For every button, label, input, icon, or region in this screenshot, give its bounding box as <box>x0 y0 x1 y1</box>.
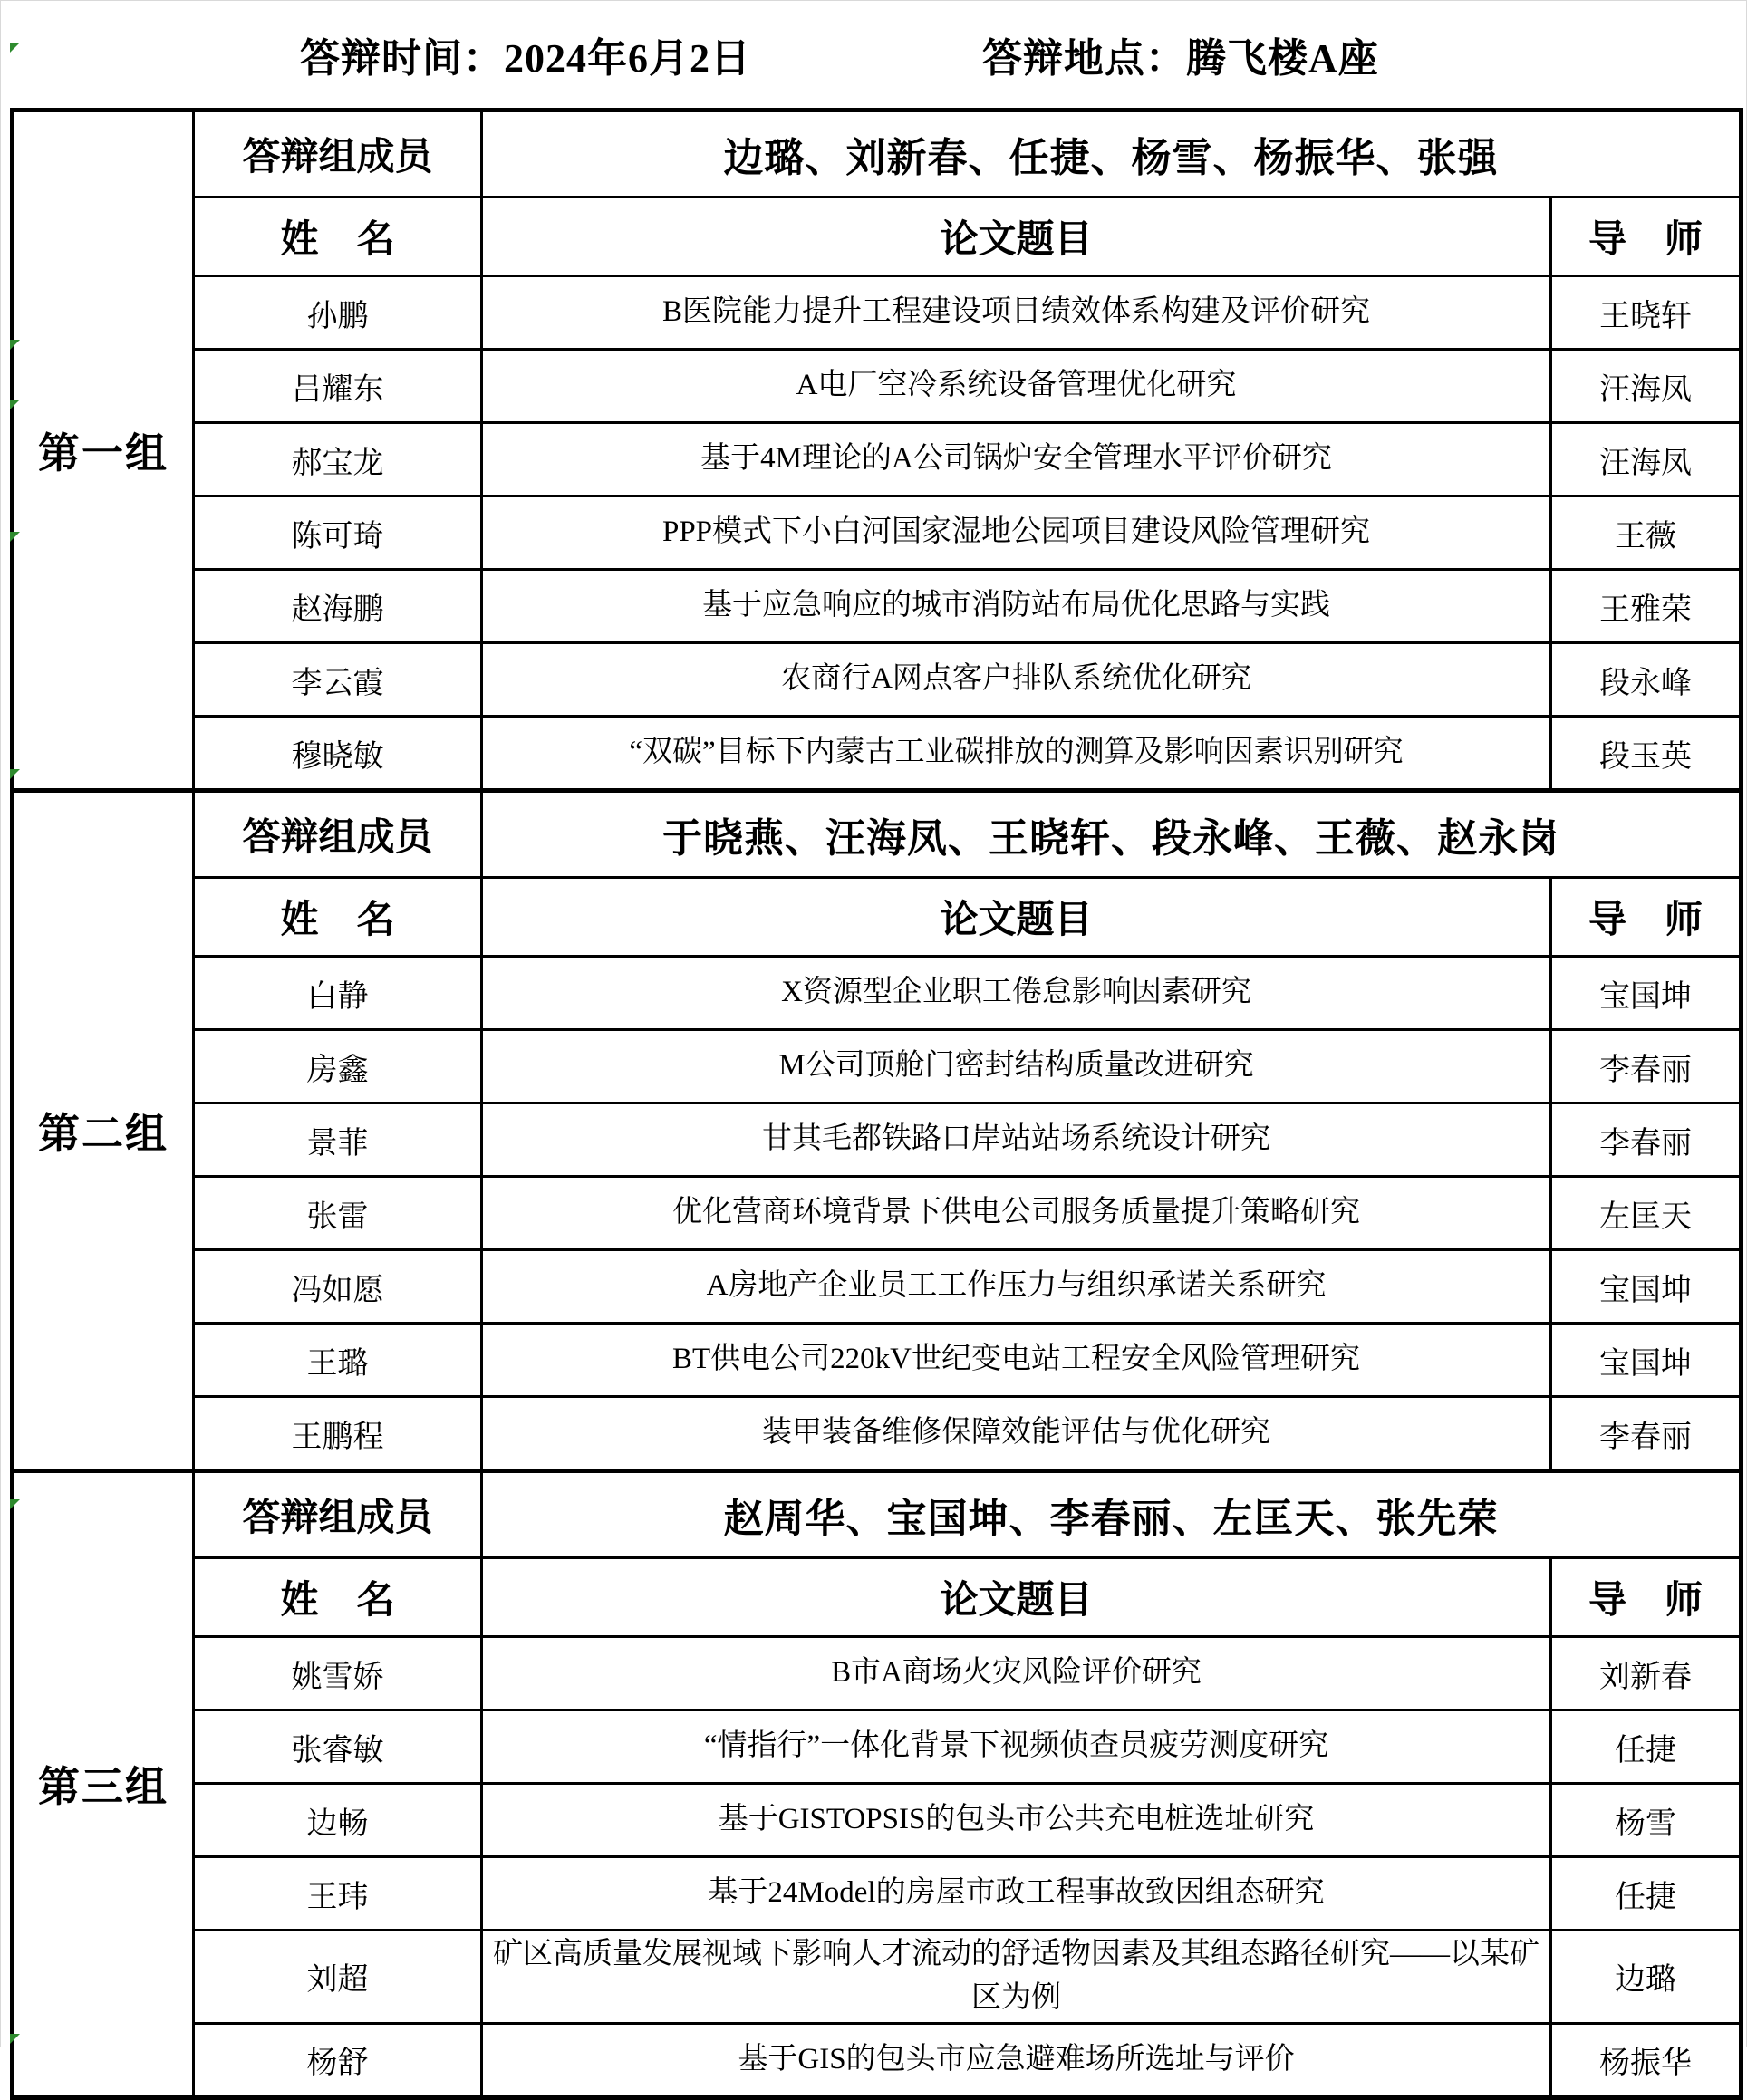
student-name: 白静 <box>194 957 482 1030</box>
advisor-name: 王雅荣 <box>1551 570 1742 643</box>
student-name: 王鹏程 <box>194 1397 482 1471</box>
cell-error-indicator-icon <box>10 1499 20 1509</box>
members-label: 答辩组成员 <box>194 111 482 197</box>
members-label: 答辩组成员 <box>194 791 482 878</box>
student-row <box>13 2023 1742 2097</box>
column-header-name: 姓 名 <box>194 1558 482 1637</box>
advisor-name: 王晓轩 <box>1551 276 1742 350</box>
column-header-title: 论文题目 <box>482 1558 1551 1637</box>
page-header <box>1 1 1746 108</box>
student-row <box>13 717 1742 791</box>
student-row <box>13 643 1742 717</box>
student-name: 边畅 <box>194 1784 482 1857</box>
thesis-title: 矿区高质量发展视域下影响人才流动的舒适物因素及其组态路径研究——以某矿区为例 <box>482 1931 1551 2024</box>
thesis-title: “双碳”目标下内蒙古工业碳排放的测算及影响因素识别研究 <box>482 717 1551 791</box>
advisor-name: 汪海凤 <box>1551 423 1742 496</box>
student-row <box>13 957 1742 1030</box>
student-row <box>13 1710 1742 1784</box>
student-row <box>13 1250 1742 1324</box>
column-header-row <box>13 197 1742 276</box>
student-name: 王璐 <box>194 1324 482 1397</box>
cell-error-indicator-icon <box>10 769 20 779</box>
advisor-name: 边璐 <box>1551 1931 1742 2024</box>
defense-location-label: 答辩地点：腾飞楼A座 <box>982 36 1379 81</box>
members-label: 答辩组成员 <box>194 1471 482 1558</box>
student-row <box>13 350 1742 423</box>
advisor-name: 汪海凤 <box>1551 350 1742 423</box>
column-header-title: 论文题目 <box>482 878 1551 957</box>
members-names: 边璐、刘新春、任捷、杨雪、杨振华、张强 <box>482 111 1742 197</box>
student-row <box>13 1177 1742 1250</box>
student-name: 刘超 <box>194 1931 482 2024</box>
advisor-name: 左匡天 <box>1551 1177 1742 1250</box>
student-row <box>13 276 1742 350</box>
members-names: 于晓燕、汪海凤、王晓轩、段永峰、王薇、赵永岗 <box>482 791 1742 878</box>
advisor-name: 任捷 <box>1551 1857 1742 1931</box>
thesis-title: M公司顶舱门密封结构质量改进研究 <box>482 1030 1551 1103</box>
advisor-name: 李春丽 <box>1551 1103 1742 1177</box>
advisor-name: 杨振华 <box>1551 2023 1742 2097</box>
cell-error-indicator-icon <box>10 2034 20 2044</box>
advisor-name: 李春丽 <box>1551 1030 1742 1103</box>
student-row <box>13 1637 1742 1710</box>
student-name: 冯如愿 <box>194 1250 482 1324</box>
members-names: 赵周华、宝国坤、李春丽、左匡天、张先荣 <box>482 1471 1742 1558</box>
thesis-title: A电厂空冷系统设备管理优化研究 <box>482 350 1551 423</box>
advisor-name: 李春丽 <box>1551 1397 1742 1471</box>
group-label: 第一组 <box>13 111 194 791</box>
student-name: 陈可琦 <box>194 496 482 570</box>
student-row <box>13 1397 1742 1471</box>
thesis-title: A房地产企业员工工作压力与组织承诺关系研究 <box>482 1250 1551 1324</box>
student-name: 穆晓敏 <box>194 717 482 791</box>
student-name: 房鑫 <box>194 1030 482 1103</box>
group-label: 第三组 <box>13 1471 194 2098</box>
thesis-title: 基于24Model的房屋市政工程事故致因组态研究 <box>482 1857 1551 1931</box>
group-label: 第二组 <box>13 791 194 1471</box>
group-members-row <box>13 791 1742 878</box>
defense-time-label: 答辩时间：2024年6月2日 <box>300 36 751 81</box>
student-name: 杨舒 <box>194 2023 482 2097</box>
group-members-row <box>13 1471 1742 1558</box>
cell-error-indicator-icon <box>10 43 20 53</box>
cell-error-indicator-icon <box>10 340 20 350</box>
column-header-name: 姓 名 <box>194 197 482 276</box>
thesis-title: B市A商场火灾风险评价研究 <box>482 1637 1551 1710</box>
student-row <box>13 1857 1742 1931</box>
student-row <box>13 1784 1742 1857</box>
thesis-title: X资源型企业职工倦怠影响因素研究 <box>482 957 1551 1030</box>
thesis-title: 优化营商环境背景下供电公司服务质量提升策略研究 <box>482 1177 1551 1250</box>
defense-schedule-table <box>10 108 1743 2100</box>
student-name: 李云霞 <box>194 643 482 717</box>
student-name: 郝宝龙 <box>194 423 482 496</box>
advisor-name: 段玉英 <box>1551 717 1742 791</box>
student-name: 吕耀东 <box>194 350 482 423</box>
student-name: 王玮 <box>194 1857 482 1931</box>
thesis-title: 基于GISTOPSIS的包头市公共充电桩选址研究 <box>482 1784 1551 1857</box>
student-name: 景菲 <box>194 1103 482 1177</box>
student-name: 张雷 <box>194 1177 482 1250</box>
student-row <box>13 1103 1742 1177</box>
thesis-title: 甘其毛都铁路口岸站站场系统设计研究 <box>482 1103 1551 1177</box>
thesis-title: 基于4M理论的A公司锅炉安全管理水平评价研究 <box>482 423 1551 496</box>
column-header-advisor: 导 师 <box>1551 1558 1742 1637</box>
thesis-title: PPP模式下小白河国家湿地公园项目建设风险管理研究 <box>482 496 1551 570</box>
student-row <box>13 1030 1742 1103</box>
column-header-title: 论文题目 <box>482 197 1551 276</box>
student-row <box>13 570 1742 643</box>
student-row <box>13 423 1742 496</box>
advisor-name: 任捷 <box>1551 1710 1742 1784</box>
student-row <box>13 1324 1742 1397</box>
advisor-name: 宝国坤 <box>1551 1324 1742 1397</box>
student-name: 张睿敏 <box>194 1710 482 1784</box>
thesis-title: BT供电公司220kV世纪变电站工程安全风险管理研究 <box>482 1324 1551 1397</box>
thesis-title: 农商行A网点客户排队系统优化研究 <box>482 643 1551 717</box>
schedule-table-body <box>13 111 1742 2098</box>
cell-error-indicator-icon <box>10 400 20 409</box>
thesis-title: 基于应急响应的城市消防站布局优化思路与实践 <box>482 570 1551 643</box>
column-header-row <box>13 1558 1742 1637</box>
advisor-name: 宝国坤 <box>1551 957 1742 1030</box>
student-name: 姚雪娇 <box>194 1637 482 1710</box>
student-name: 孙鹏 <box>194 276 482 350</box>
thesis-title: 基于GIS的包头市应急避难场所选址与评价 <box>482 2023 1551 2097</box>
column-header-name: 姓 名 <box>194 878 482 957</box>
advisor-name: 段永峰 <box>1551 643 1742 717</box>
advisor-name: 宝国坤 <box>1551 1250 1742 1324</box>
group-members-row <box>13 111 1742 197</box>
column-header-advisor: 导 师 <box>1551 878 1742 957</box>
advisor-name: 刘新春 <box>1551 1637 1742 1710</box>
student-name: 赵海鹏 <box>194 570 482 643</box>
advisor-name: 杨雪 <box>1551 1784 1742 1857</box>
column-header-advisor: 导 师 <box>1551 197 1742 276</box>
thesis-title: 装甲装备维修保障效能评估与优化研究 <box>482 1397 1551 1471</box>
student-row <box>13 496 1742 570</box>
advisor-name: 王薇 <box>1551 496 1742 570</box>
thesis-title: B医院能力提升工程建设项目绩效体系构建及评价研究 <box>482 276 1551 350</box>
student-row <box>13 1931 1742 2024</box>
column-header-row <box>13 878 1742 957</box>
thesis-title: “情指行”一体化背景下视频侦查员疲劳测度研究 <box>482 1710 1551 1784</box>
cell-error-indicator-icon <box>10 532 20 542</box>
